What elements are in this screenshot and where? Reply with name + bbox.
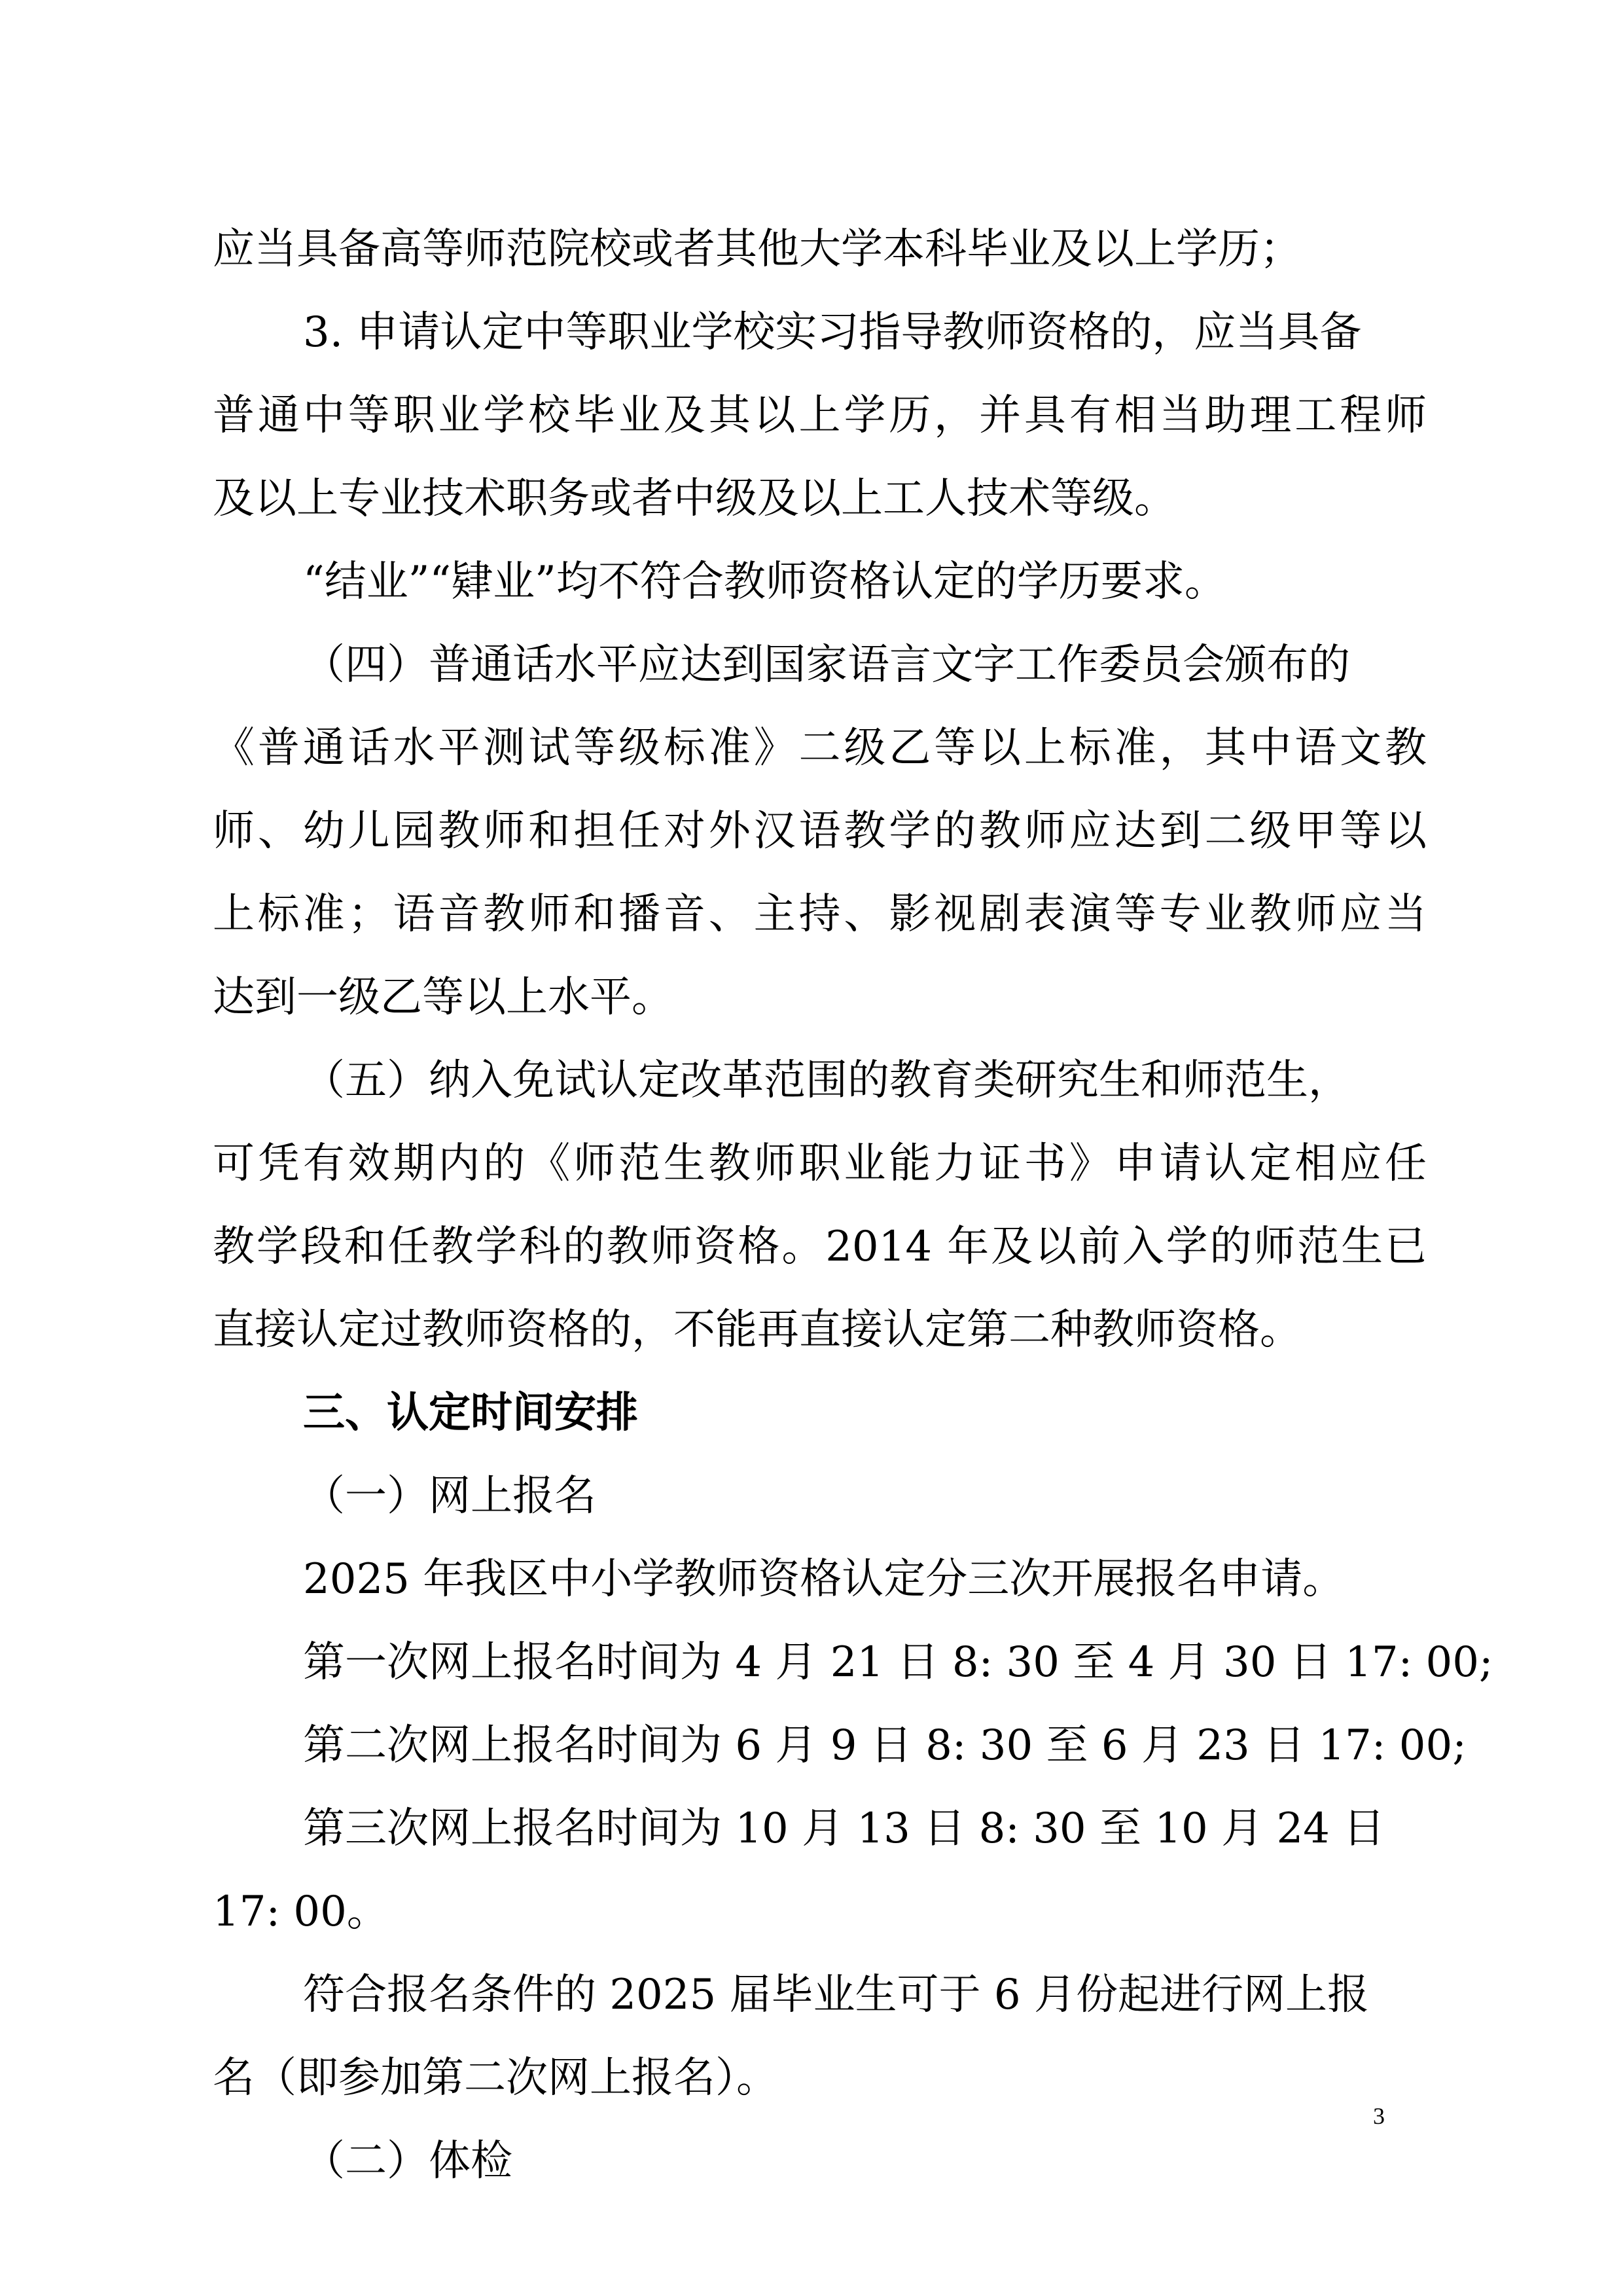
text-line: 应当具备高等师范院校或者其他大学本科毕业及以上学历； [213,225,1302,274]
text-line: “结业”“肄业”均不符合教师资格认定的学历要求。 [303,558,1226,606]
subsection-heading: （二）体检 [303,2137,512,2185]
text-line: 第一次网上报名时间为 4 月 21 日 8: 30 至 4 月 30 日 17: 00; [303,1638,1493,1687]
text-line: 17: 00。 [213,1888,389,1936]
section-heading: 三、认定时间安排 [303,1389,638,1437]
text-line: （五）纳入免试认定改革范围的教育类研究生和师范生， [303,1056,1350,1105]
text-line: 第三次网上报名时间为 10 月 13 日 8: 30 至 10 月 24 日 [303,1804,1385,1853]
document-body [213,208,1493,2203]
text-line: 师、幼儿园教师和担任对外汉语教学的教师应达到二级甲等以 [213,807,1427,855]
text-line: 第二次网上报名时间为 6 月 9 日 8: 30 至 6 月 23 日 17: 00; [303,1721,1467,1770]
text-line: 名（即参加第二次网上报名）。 [213,2054,778,2102]
subsection-heading: （一）网上报名 [303,1472,596,1520]
text-line: 直接认定过教师资格的，不能再直接认定第二种教师资格。 [213,1306,1302,1354]
page-number: 3 [1373,2103,1385,2129]
text-line: 2025 年我区中小学教师资格认定分三次开展报名申请。 [303,1555,1345,1604]
text-line: 3. 申请认定中等职业学校实习指导教师资格的，应当具备 [303,308,1362,357]
text-line: 符合报名条件的 2025 届毕业生可于 6 月份起进行网上报 [303,1971,1369,2019]
text-line: 普通中等职业学校毕业及其以上学历，并具有相当助理工程师 [213,391,1427,440]
text-line: 及以上专业技术职务或者中级及以上工人技术等级。 [213,475,1176,523]
text-line: 可凭有效期内的《师范生教师职业能力证书》申请认定相应任 [213,1139,1427,1188]
text-line: 达到一级乙等以上水平。 [213,973,673,1022]
text-line: （四）普通话水平应达到国家语言文字工作委员会颁布的 [303,641,1350,689]
text-line: 教学段和任教学科的教师资格。2014 年及以前入学的师范生已 [213,1223,1427,1271]
text-line: 《普通话水平测试等级标准》二级乙等以上标准，其中语文教 [213,724,1427,772]
text-line: 上标准；语音教师和播音、主持、影视剧表演等专业教师应当 [213,890,1427,939]
